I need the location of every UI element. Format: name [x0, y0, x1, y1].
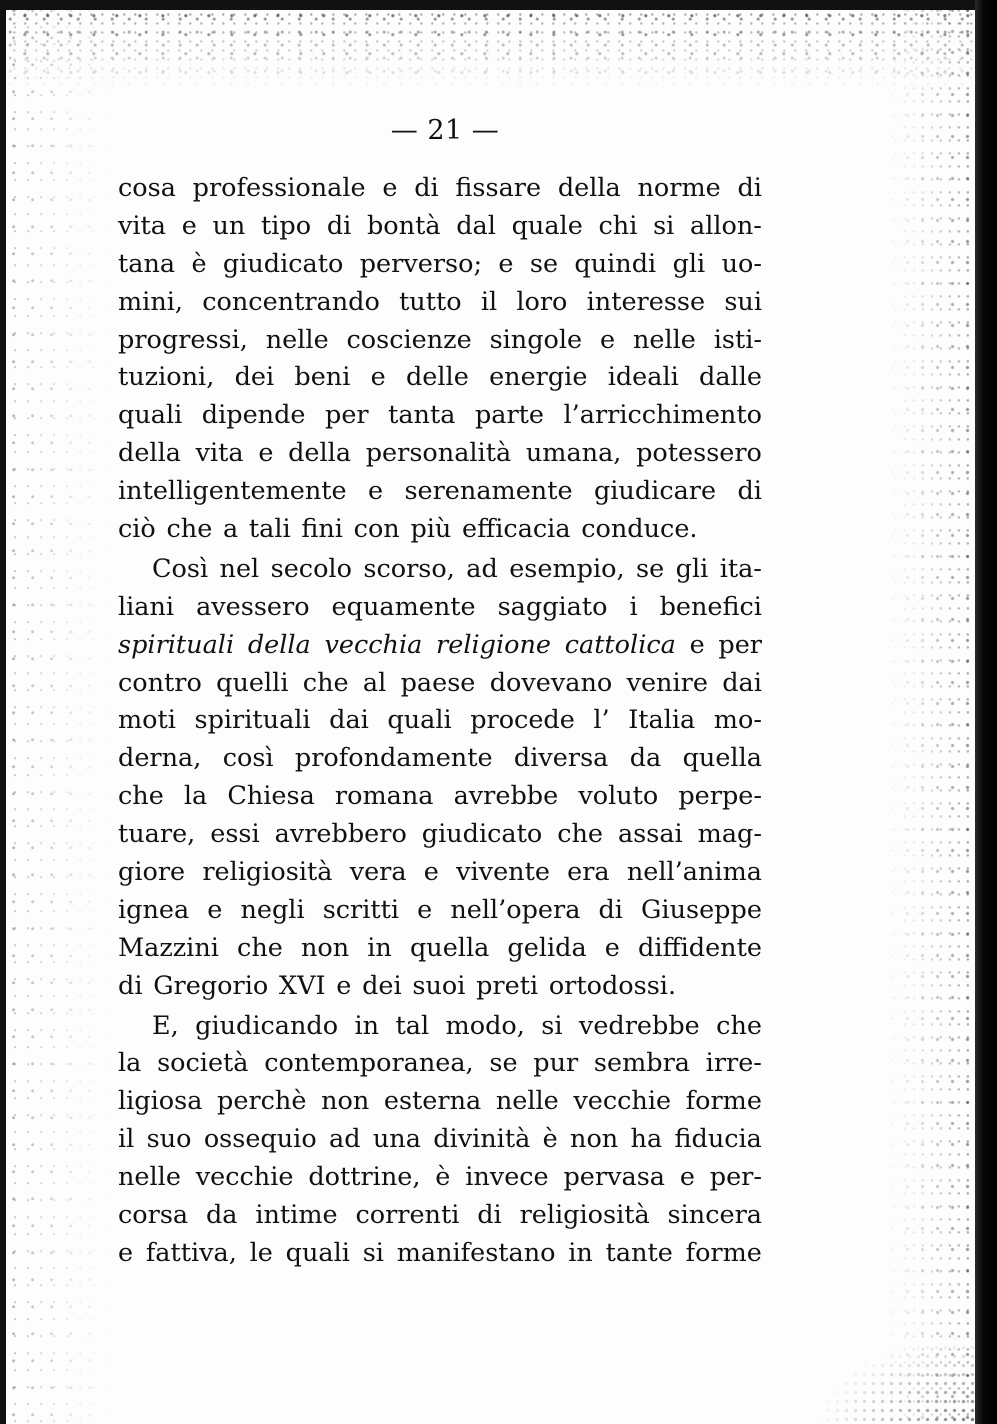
word: saggiato [497, 591, 608, 622]
word: giudicato [222, 248, 344, 279]
word: quale [511, 210, 583, 241]
word: che [237, 932, 283, 963]
text-line [118, 740, 762, 778]
word: se [636, 553, 665, 584]
word: e [367, 476, 384, 507]
word: della [288, 438, 352, 469]
word: Chiesa [227, 781, 315, 812]
word: se [529, 248, 559, 279]
word: essi [210, 819, 260, 850]
word: e [382, 173, 398, 203]
text-line [118, 816, 762, 854]
word: dal [456, 210, 496, 241]
word: intelligentemente [118, 476, 347, 507]
word: contro [118, 667, 202, 698]
word: e [417, 894, 433, 925]
word: avessero [196, 591, 310, 622]
text-line [118, 551, 762, 589]
word: e [600, 324, 616, 355]
text-line [118, 665, 762, 703]
text-line [118, 1159, 762, 1197]
word: suoi [412, 970, 466, 1001]
word: dipende [201, 400, 306, 431]
word: esterna [383, 1086, 482, 1117]
word: assai [617, 819, 683, 850]
word: giore [118, 857, 186, 888]
word: di [414, 173, 439, 203]
word: isti- [713, 324, 762, 355]
paragraph [118, 551, 762, 1006]
word: con [353, 514, 400, 545]
word: nelle [495, 1086, 559, 1117]
word: derna, [118, 743, 202, 774]
text-line [118, 284, 762, 322]
word: irre- [705, 1048, 762, 1079]
word: nelle [118, 1162, 181, 1193]
word: che [557, 819, 603, 850]
word: potessero [636, 438, 762, 469]
word: dalle [699, 362, 762, 393]
text-line [118, 778, 762, 816]
word: è [191, 248, 207, 279]
word: sui [724, 286, 762, 317]
word: e [679, 1162, 695, 1193]
word: diffidente [638, 932, 762, 963]
word: a [223, 514, 239, 545]
word: preti [476, 970, 539, 1001]
word: manifestano [396, 1237, 556, 1268]
word: scritti [322, 894, 400, 925]
word: mag- [697, 819, 762, 850]
word: e [604, 932, 620, 963]
word: quindi [574, 248, 657, 279]
word: il [118, 1124, 135, 1155]
word: non [300, 932, 350, 963]
word: perchè [217, 1086, 307, 1117]
word: Gregorio [153, 970, 269, 1001]
word: cattolica [564, 629, 676, 660]
word: parte [474, 400, 544, 431]
word: secolo [270, 553, 352, 584]
word: che [166, 514, 213, 545]
word: nell’opera [450, 894, 581, 925]
word: sembra [593, 1048, 690, 1079]
word: mini, [118, 286, 184, 317]
word: della [118, 438, 181, 469]
word: quella [682, 743, 762, 774]
word: liani [118, 591, 175, 622]
word: e [498, 248, 514, 279]
word: divinità [433, 1124, 531, 1155]
scan-noise-bottom-right [815, 1334, 975, 1424]
word: per [325, 400, 369, 431]
word: vera [349, 857, 407, 888]
word: coscienze [346, 324, 472, 355]
word: tali [248, 514, 291, 545]
word: vecchie [195, 1162, 294, 1193]
text-line [118, 627, 762, 665]
word: che [716, 1010, 762, 1041]
word: un [212, 210, 246, 241]
word: romana [334, 781, 434, 812]
word: per [718, 629, 762, 660]
word: quelli [216, 667, 289, 698]
word: di [326, 210, 352, 241]
word: che [302, 667, 349, 698]
text-line [118, 968, 762, 1006]
word: nelle [632, 324, 696, 355]
word: pervasa [563, 1162, 665, 1193]
word: quella [409, 932, 490, 963]
word: la [118, 1048, 142, 1079]
word: dei [234, 362, 275, 393]
word: in [367, 932, 392, 963]
word: allon- [690, 210, 762, 241]
word: ad [466, 553, 498, 584]
word: tuzioni, [118, 362, 215, 393]
word: se [489, 1048, 518, 1079]
word: forme [685, 1237, 762, 1268]
word: di [737, 173, 762, 203]
word: Giuseppe [641, 894, 762, 925]
word: personalità [365, 438, 512, 469]
word: suo [146, 1124, 192, 1155]
paragraph [118, 1008, 762, 1273]
word: le [249, 1237, 273, 1268]
word: paese [400, 667, 476, 698]
word: giudicare [593, 476, 717, 507]
word: e [370, 362, 386, 393]
word: dai [722, 667, 762, 698]
word: delle [405, 362, 469, 393]
word: tutto [399, 286, 462, 317]
word: modo, [445, 1010, 525, 1041]
word: esempio, [509, 553, 625, 584]
word: gli [672, 248, 706, 279]
word: tana [118, 248, 176, 279]
word: dovevano [489, 667, 613, 698]
word: invece [465, 1162, 549, 1193]
text-line [118, 397, 762, 435]
word: gelida [507, 932, 587, 963]
word: interesse [586, 286, 706, 317]
word: tante [605, 1237, 673, 1268]
word: il [480, 286, 498, 317]
text-line [118, 322, 762, 360]
word: uo- [721, 248, 762, 279]
word: fissare [455, 173, 542, 203]
word: non [570, 1124, 619, 1155]
word: ad [329, 1124, 361, 1155]
word: tipo [261, 210, 312, 241]
word: perpe- [678, 781, 762, 812]
text-line [118, 892, 762, 930]
body-text [118, 170, 762, 1273]
word: ortodossi. [548, 970, 677, 1001]
word: professionale [192, 173, 366, 203]
word: singole [489, 324, 583, 355]
word: ossequio [203, 1124, 317, 1155]
word: giudicando [195, 1010, 339, 1041]
text-line [118, 702, 762, 740]
word: forme [685, 1086, 762, 1117]
word: vivente [456, 857, 550, 888]
word: religiosità [519, 1200, 650, 1231]
word: vecchia [324, 629, 423, 660]
word: vita [118, 210, 167, 241]
word: tanta [388, 400, 456, 431]
word: l’arricchimento [563, 400, 762, 431]
word: religione [436, 629, 551, 660]
word: equamente [331, 591, 476, 622]
word: mo- [713, 705, 762, 736]
page-number: — 21 — [390, 115, 500, 146]
word: nell’anima [626, 857, 762, 888]
word: si [541, 1010, 563, 1041]
word: era [567, 857, 610, 888]
word: e [118, 1237, 134, 1268]
word: è [435, 1162, 451, 1193]
word: tuare, [118, 819, 196, 850]
word: ideali [607, 362, 679, 393]
word: di [477, 1200, 502, 1231]
word: nel [219, 553, 260, 584]
text-line [118, 854, 762, 892]
word: correnti [355, 1200, 460, 1231]
word: voluto [578, 781, 659, 812]
word: da [629, 743, 662, 774]
word: vedrebbe [578, 1010, 700, 1041]
word: corsa [118, 1200, 189, 1231]
text-line [118, 1235, 762, 1273]
word: Italia [628, 705, 696, 736]
word: in [568, 1237, 593, 1268]
word: ita- [719, 553, 762, 584]
word: di [737, 476, 762, 507]
word: vita [195, 438, 244, 469]
word: concentrando [202, 286, 380, 317]
word: da [205, 1200, 238, 1231]
text-line [118, 511, 762, 549]
word: fattiva, [145, 1237, 237, 1268]
word: nelle [265, 324, 329, 355]
word: una [372, 1124, 421, 1155]
word: fiducia [674, 1124, 762, 1155]
word: e [207, 894, 223, 925]
text-line [118, 170, 762, 208]
word: spirituali [194, 705, 311, 736]
word: fini [301, 514, 343, 545]
word: scorso, [363, 553, 455, 584]
word: gli [675, 553, 709, 584]
word: E, [152, 1010, 179, 1041]
word: moti [118, 705, 176, 736]
word: così [222, 743, 274, 774]
word: efficacia [462, 514, 571, 545]
word: ligiosa [118, 1086, 203, 1117]
word: energie [489, 362, 588, 393]
word: perverso; [359, 248, 483, 279]
word: della [247, 629, 311, 660]
word: loro [516, 286, 568, 317]
text-line [118, 359, 762, 397]
word: bontà [366, 210, 441, 241]
word: giudicato [421, 819, 543, 850]
word: e [423, 857, 439, 888]
word: venire [626, 667, 708, 698]
word: di [118, 970, 143, 1001]
paragraph [118, 170, 762, 549]
word: chi [598, 210, 638, 241]
word: si [653, 210, 675, 241]
word: vecchie [573, 1086, 672, 1117]
word: spirituali [118, 629, 235, 660]
word: si [362, 1237, 384, 1268]
word: benefici [659, 591, 762, 622]
word: società [157, 1048, 249, 1079]
word: contemporanea, [264, 1048, 474, 1079]
word: religiosità [202, 857, 333, 888]
text-line [118, 246, 762, 284]
word: serenamente [404, 476, 573, 507]
text-line [118, 208, 762, 246]
word: sincera [667, 1200, 762, 1231]
scan-noise-left [6, 0, 116, 1424]
word: è [542, 1124, 558, 1155]
word: e [336, 970, 352, 1001]
word: dai [329, 705, 369, 736]
word: di [598, 894, 623, 925]
text-line [118, 435, 762, 473]
word: diversa [513, 743, 609, 774]
word: al [362, 667, 387, 698]
word: Così [152, 553, 209, 584]
word: la [183, 781, 208, 812]
word: Mazzini [118, 932, 219, 963]
word: tal [395, 1010, 430, 1041]
text-line [118, 930, 762, 968]
word: cosa [118, 173, 176, 203]
word: norme [637, 173, 721, 203]
word: profondamente [294, 743, 493, 774]
word: e [181, 210, 197, 241]
text-line [118, 473, 762, 511]
word: procede [470, 705, 575, 736]
word: della [557, 173, 621, 203]
scan-noise-right [885, 0, 975, 1424]
scan-border-top [0, 0, 997, 10]
word: i [629, 591, 638, 622]
word: che [118, 781, 164, 812]
text-line [118, 1197, 762, 1235]
word: ignea [118, 894, 190, 925]
word: ciò [118, 514, 156, 545]
text-line [118, 589, 762, 627]
word: l’ [593, 705, 610, 736]
word: progressi, [118, 324, 248, 355]
word: non [321, 1086, 370, 1117]
word: intime [255, 1200, 338, 1231]
word: quali [118, 400, 183, 431]
word: XVI [278, 970, 326, 1001]
word: avrebbero [274, 819, 407, 850]
word: pur [533, 1048, 579, 1079]
scan-noise-top [0, 10, 997, 90]
text-line [118, 1121, 762, 1159]
word: umana, [525, 438, 622, 469]
word: e [258, 438, 274, 469]
text-line [118, 1008, 762, 1046]
word: in [354, 1010, 380, 1041]
scan-border-right [975, 0, 997, 1424]
text-line [118, 1045, 762, 1083]
word: negli [240, 894, 305, 925]
word: dottrine, [308, 1162, 421, 1193]
word: quali [285, 1237, 350, 1268]
word: beni [294, 362, 351, 393]
word: per- [709, 1162, 762, 1193]
text-line [118, 1083, 762, 1121]
word: ha [630, 1124, 663, 1155]
word: più [410, 514, 452, 545]
word: conduce. [581, 514, 698, 545]
word: quali [387, 705, 452, 736]
word: dei [362, 970, 402, 1001]
word: avrebbe [453, 781, 559, 812]
word: e [689, 629, 705, 660]
